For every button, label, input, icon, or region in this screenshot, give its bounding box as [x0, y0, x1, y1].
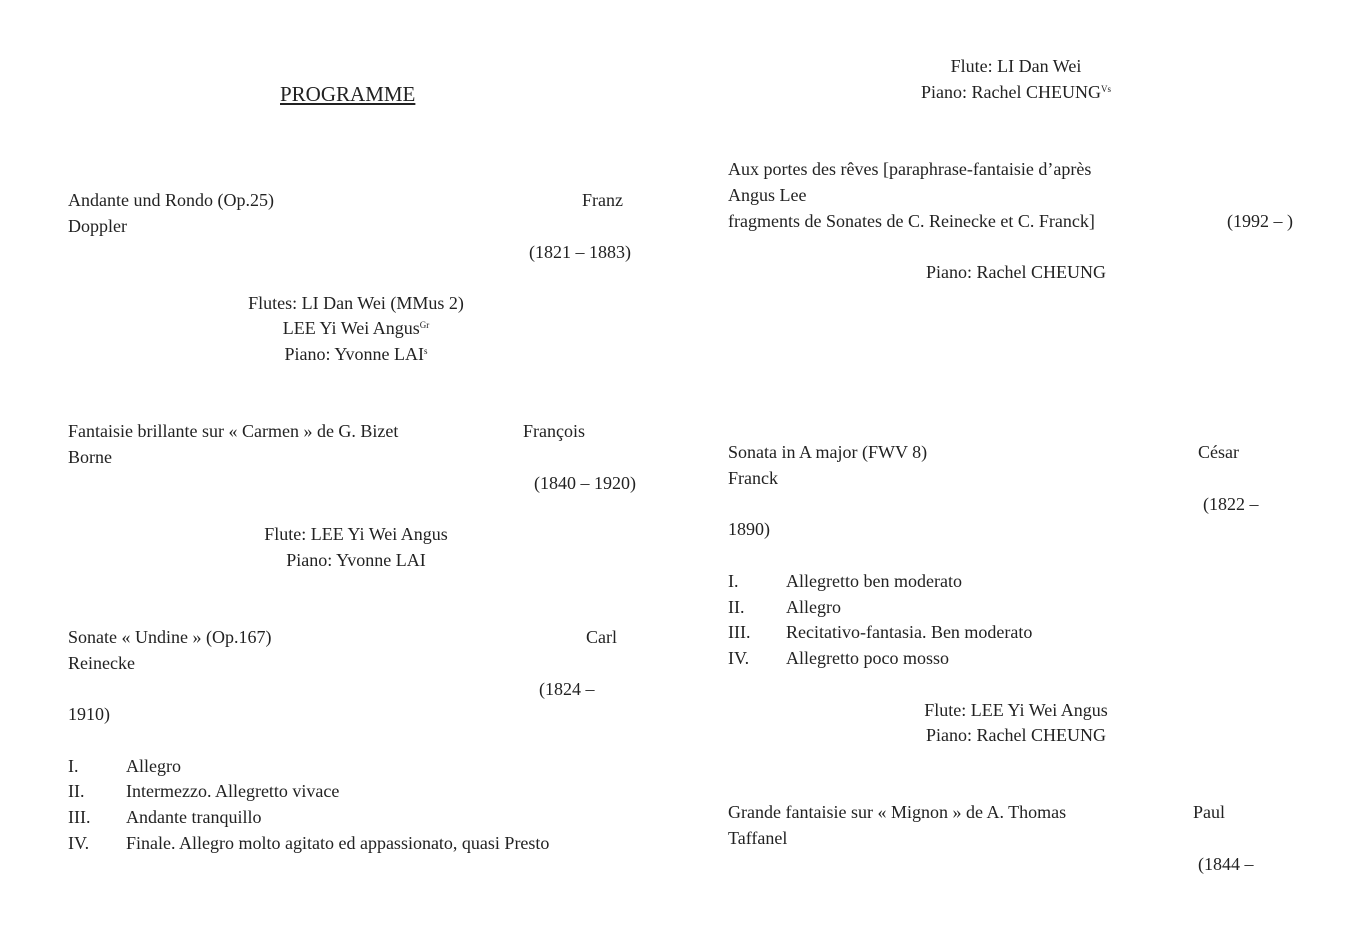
performer-line: Piano: Rachel CHEUNG [926, 262, 1106, 282]
movement-number: IV. [68, 833, 90, 853]
movement-number: IV. [728, 648, 750, 668]
movement-number: III. [68, 807, 91, 827]
composer-dates: (1824 – [539, 679, 595, 699]
composer-first-name: César [1198, 442, 1239, 462]
piece-title: Sonata in A major (FWV 8) [728, 442, 928, 462]
composer-last-name: Franck [728, 468, 778, 488]
movement-name: Recitativo-fantasia. Ben moderato [786, 622, 1033, 642]
composer-last-name: Reinecke [68, 653, 135, 673]
piece-title: Aux portes des rêves [paraphrase-fantaisie d’après [728, 159, 1092, 179]
movement-name: Finale. Allegro molto agitato ed appassionato, quasi Presto [126, 833, 550, 853]
movement-number: I. [728, 571, 739, 591]
performer-line: Flute: LEE Yi Wei Angus [264, 524, 448, 544]
piece-title: Andante und Rondo (Op.25) [68, 190, 274, 210]
performer-line: Piano: Rachel CHEUNG [926, 725, 1106, 745]
composer-dates: (1992 – ) [1227, 211, 1293, 231]
performer-name: LEE Yi Wei Angus [282, 318, 420, 338]
performer-line [816, 80, 1216, 104]
piece-title: Grande fantaisie sur « Mignon » de A. Thomas [728, 802, 1067, 822]
page-title: PROGRAMME [280, 82, 416, 106]
composer-first-name: Paul [1193, 802, 1226, 822]
piece-title: Sonate « Undine » (Op.167) [68, 627, 272, 647]
composer-name: Angus Lee [728, 185, 807, 205]
composer-last-name: Taffanel [728, 828, 788, 848]
performer-line: Flute: LEE Yi Wei Angus [924, 700, 1108, 720]
composer-first-name: Franz [582, 190, 623, 210]
performer-line: Piano: Yvonne LAI [286, 550, 426, 570]
performer-superscript: s [424, 346, 428, 356]
movement-name: Allegretto ben moderato [786, 571, 962, 591]
movement-number: III. [728, 622, 751, 642]
piece-title: Fantaisie brillante sur « Carmen » de G. Bizet [68, 421, 399, 441]
composer-dates: 1890) [728, 519, 770, 539]
composer-dates: (1840 – 1920) [534, 473, 636, 493]
movement-name: Allegro [786, 597, 841, 617]
performer-name: Piano: Rachel CHEUNG [921, 82, 1101, 102]
performer-line [156, 342, 556, 366]
composer-dates: (1822 – [1203, 494, 1259, 514]
composer-first-name: François [523, 421, 585, 441]
movement-name: Allegro [126, 756, 181, 776]
movement-number: I. [68, 756, 79, 776]
movement-name: Allegretto poco mosso [786, 648, 949, 668]
composer-last-name: Doppler [68, 216, 127, 236]
performer-superscript: Vs [1100, 84, 1111, 94]
performer-line [156, 316, 556, 340]
performer-line: Flutes: LI Dan Wei (MMus 2) [248, 293, 464, 313]
composer-dates: 1910) [68, 704, 110, 724]
movement-number: II. [728, 597, 745, 617]
performer-line: Flute: LI Dan Wei [950, 56, 1082, 76]
composer-dates: (1844 – [1198, 854, 1254, 874]
movement-number: II. [68, 781, 85, 801]
composer-first-name: Carl [586, 627, 617, 647]
movement-name: Intermezzo. Allegretto vivace [126, 781, 340, 801]
composer-last-name: Borne [68, 447, 112, 467]
performer-name: Piano: Yvonne LAI [284, 344, 424, 364]
piece-title: fragments de Sonates de C. Reinecke et C. Franck] [728, 211, 1095, 231]
composer-dates: (1821 – 1883) [529, 242, 631, 262]
performer-superscript: Gr [419, 320, 430, 330]
movement-name: Andante tranquillo [126, 807, 262, 827]
